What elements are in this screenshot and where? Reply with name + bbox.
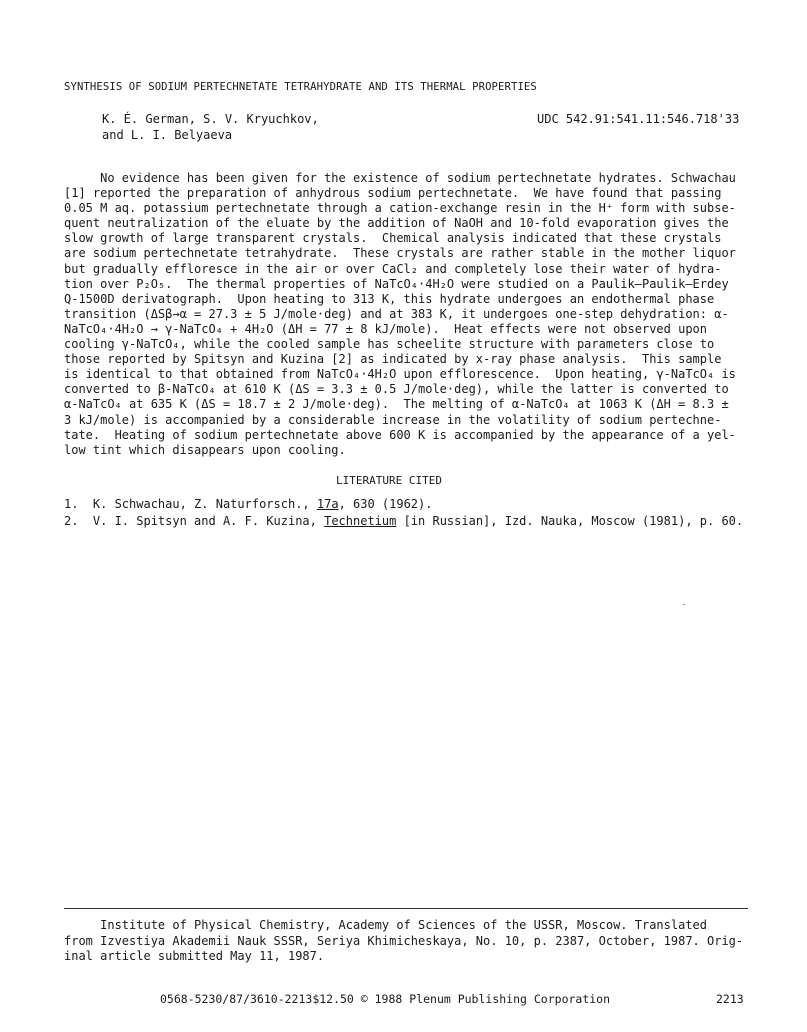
body-line: α-NaTcO₄ at 635 K (ΔS = 18.7 ± 2 J/mole·deg). The melting of α-NaTcO₄ at 1063 K (ΔH = 8.3 ±: [64, 397, 729, 412]
body-line: quent neutralization of the eluate by the addition of NaOH and 10-fold evaporation gives the: [64, 216, 729, 231]
body-line: but gradually effloresce in the air or over CaCl₂ and completely lose their water of hydra-: [64, 261, 722, 276]
body-line: tion over P₂O₅. The thermal properties of NaTcO₄·4H₂O were studied on a Paulik–Paulik–Erdey: [64, 276, 729, 291]
body-line: those reported by Spitsyn and Kuzina [2] as indicated by x-ray phase analysis. This sample: [64, 352, 722, 367]
body-line: NaTcO₄·4H₂O → γ-NaTcO₄ + 4H₂O (ΔH = 77 ± 8 kJ/mole). Heat effects were not observed upon: [64, 321, 707, 336]
affiliation-footnote: [64, 918, 743, 965]
footnote-line: Institute of Physical Chemistry, Academy of Sciences of the USSR, Moscow. Translated: [64, 918, 707, 932]
copyright-line: 0568-5230/87/3610-2213$12.50 © 1988 Plenum Publishing Corporation: [160, 992, 611, 1006]
author-line-2: and L. I. Belyaeva: [102, 128, 233, 142]
body-line: are sodium pertechnetate tetrahydrate. These crystals are rather stable in the mother liquor: [64, 246, 736, 261]
body-line: is identical to that obtained from NaTcO₄·4H₂O upon efflorescence. Upon heating, γ-NaTcO₄ is: [64, 367, 736, 382]
body-line: Q-1500D derivatograph. Upon heating to 313 K, this hydrate undergoes an endothermal phase: [64, 291, 715, 306]
reference-book-title: Technetium: [324, 514, 397, 528]
footnote-line: inal article submitted May 11, 1987.: [64, 949, 325, 963]
body-line: converted to β-NaTcO₄ at 610 K (ΔS = 3.3 ± 0.5 J/mole·deg), while the latter is converted to: [64, 382, 729, 397]
reference-list: [64, 496, 743, 530]
body-line: transition (ΔSβ→α = 27.3 ± 5 J/mole·deg) and at 383 K, it undergoes one-step dehydration: α-: [64, 306, 729, 321]
reference-volume: 17a: [316, 497, 339, 511]
body-line: slow growth of large transparent crystals. Chemical analysis indicated that these crystals: [64, 231, 722, 246]
article-title: SYNTHESIS OF SODIUM PERTECHNETATE TETRAHYDRATE AND ITS THERMAL PROPERTIES: [64, 81, 537, 93]
footnote-rule: [64, 908, 748, 909]
reference-number: 1.: [64, 497, 79, 511]
udc-code: UDC 542.91:541.11:546.718'33: [537, 112, 740, 126]
body-line: low tint which disappears upon cooling.: [64, 442, 346, 457]
article-body: [64, 171, 736, 458]
author-line-1: K. É. German, S. V. Kryuchkov,: [102, 112, 319, 126]
body-line: 0.05 M aq. potassium pertechnetate through a cation-exchange resin in the H⁺ form with subse-: [64, 201, 736, 216]
literature-cited-heading: LITERATURE CITED: [336, 474, 442, 487]
reference-item: 2. V. I. Spitsyn and A. F. Kuzina, Technetium [in Russian], Izd. Nauka, Moscow (1981), p. 60.: [64, 514, 744, 528]
reference-number: 2.: [64, 514, 79, 528]
scan-speck: [683, 604, 685, 605]
footnote-line: from Izvestiya Akademii Nauk SSSR, Seriya Khimicheskaya, No. 10, p. 2387, October, 1987. Orig-: [64, 933, 744, 948]
author-list: [102, 111, 319, 143]
body-line: [1] reported the preparation of anhydrous sodium pertechnetate. We have found that passing: [64, 186, 722, 201]
body-line: 3 kJ/mole) is accompanied by a considerable increase in the volatility of sodium pertechne-: [64, 412, 722, 427]
body-line: No evidence has been given for the existence of sodium pertechnetate hydrates. Schwachau: [64, 171, 736, 185]
body-line: cooling γ-NaTcO₄, while the cooled sample has scheelite structure with parameters close to: [64, 337, 715, 352]
reference-item: 1. K. Schwachau, Z. Naturforsch., 17a, 630 (1962).: [64, 497, 433, 511]
page-number: 2213: [716, 992, 744, 1006]
body-line: tate. Heating of sodium pertechnetate above 600 K is accompanied by the appearance of a yel-: [64, 427, 736, 442]
